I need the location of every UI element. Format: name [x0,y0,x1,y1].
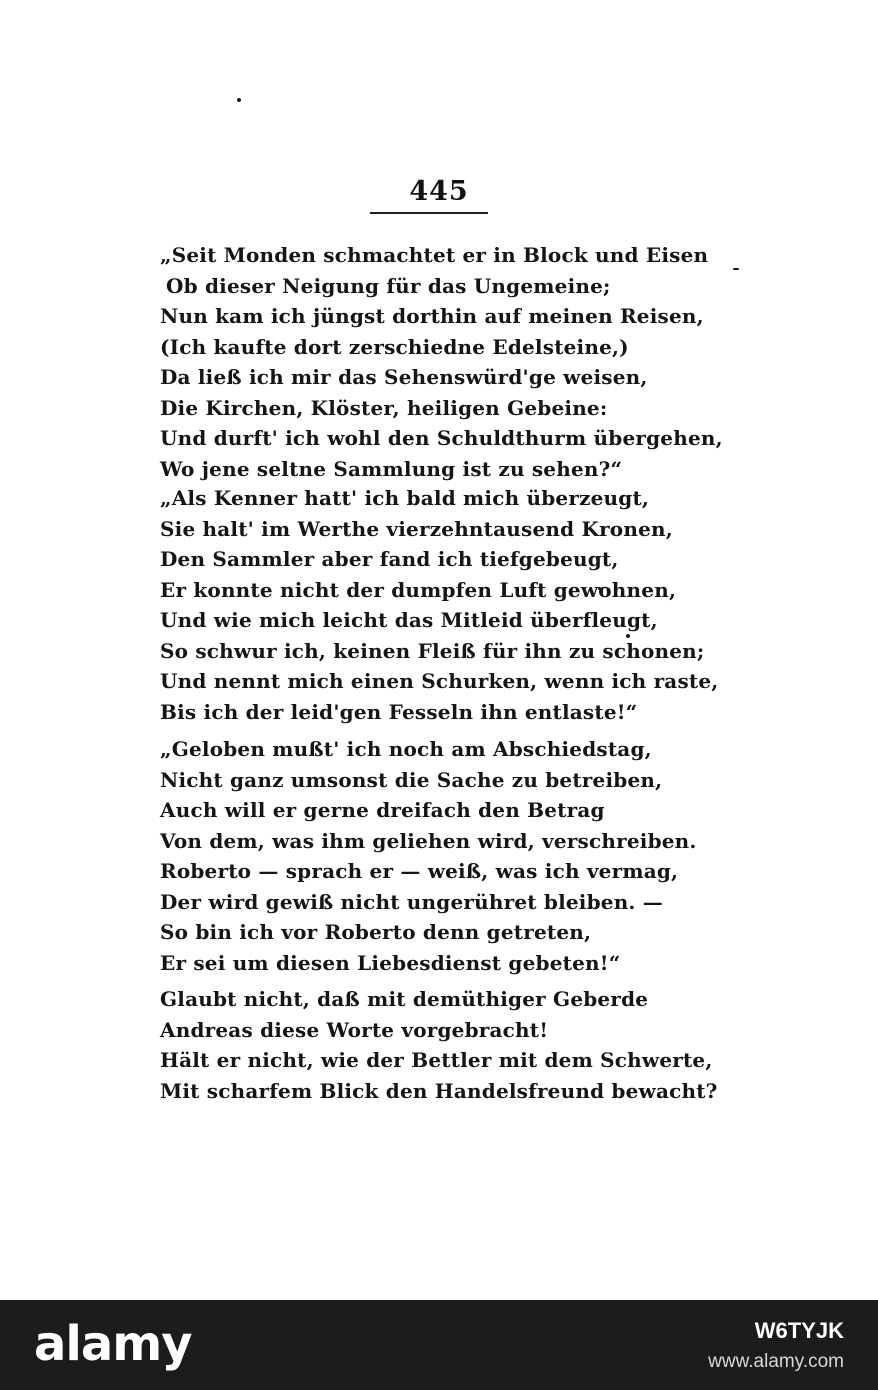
verse-line: Hält er nicht, wie der Bettler mit dem Schwerte, [160,1048,713,1072]
verse-line: „Seit Monden schmachtet er in Block und Eisen [160,243,709,267]
stanza [160,483,718,727]
verse-line: Nun kam ich jüngst dorthin auf meinen Reisen, [160,304,704,328]
verse-line: Die Kirchen, Klöster, heiligen Gebeine: [160,395,608,420]
stanza [160,734,697,978]
verse-line: „Geloben mußt' ich noch am Abschiedstag, [160,737,652,761]
verse-line: Wo jene seltne Sammlung ist zu sehen?“ [160,456,623,481]
verse-line: Bis ich der leid'gen Fesseln ihn entlaste!“ [160,699,638,724]
verse-line: Den Sammler aber fand ich tiefgebeugt, [160,547,619,571]
verse-line: So bin ich vor Roberto denn getreten, [160,920,592,944]
verse-line: Glaubt nicht, daß mit demüthiger Geberde [160,987,649,1011]
ink-speck [733,268,739,270]
verse-line: Da ließ ich mir das Sehenswürd'ge weisen, [160,365,648,389]
site-url: www.alamy.com [708,1351,844,1372]
verse-line: Nicht ganz umsonst die Sache zu betreiben, [160,767,663,792]
verse-line: Und nennt mich einen Schurken, wenn ich raste, [160,669,719,693]
verse-line: Er sei um diesen Liebesdienst gebeten!“ [160,950,621,975]
verse-line: Der wird gewiß nicht ungerühret bleiben. — [160,889,663,914]
verse-line: So schwur ich, keinen Fleiß für ihn zu schonen; [160,638,705,663]
alamy-logo: alamy [34,1316,192,1372]
verse-line: Er konnte nicht der dumpfen Luft gewohnen, [160,577,677,602]
verse-line: Andreas diese Worte vorgebracht! [160,1017,549,1042]
verse-line: (Ich kaufte dort zerschiedne Edelsteine,) [160,334,629,359]
stanza [160,984,718,1106]
verse-line: Mit scharfem Blick den Handelsfreund bewacht? [160,1078,718,1103]
page-number: 445 [409,176,469,207]
image-id: W6TYJK [754,1318,844,1343]
verse-line: Und wie mich leicht das Mitleid überfleugt, [160,608,658,632]
header-rule [370,212,488,214]
verse-line: „Als Kenner hatt' ich bald mich überzeugt, [160,486,650,510]
stanza [160,240,723,484]
watermark-banner [0,1300,878,1390]
verse-line: Roberto — sprach er — weiß, was ich vermag, [160,859,679,883]
verse-line: Und durft' ich wohl den Schuldthurm übergehen, [160,426,723,450]
verse-line: Von dem, was ihm geliehen wird, verschreiben. [160,828,697,853]
verse-line: Auch will er gerne dreifach den Betrag [160,798,605,822]
verse-line: Sie halt' im Werthe vierzehntausend Kronen, [160,516,673,541]
ink-speck [237,98,241,102]
verse-line: Ob dieser Neigung für das Ungemeine; [166,273,611,298]
